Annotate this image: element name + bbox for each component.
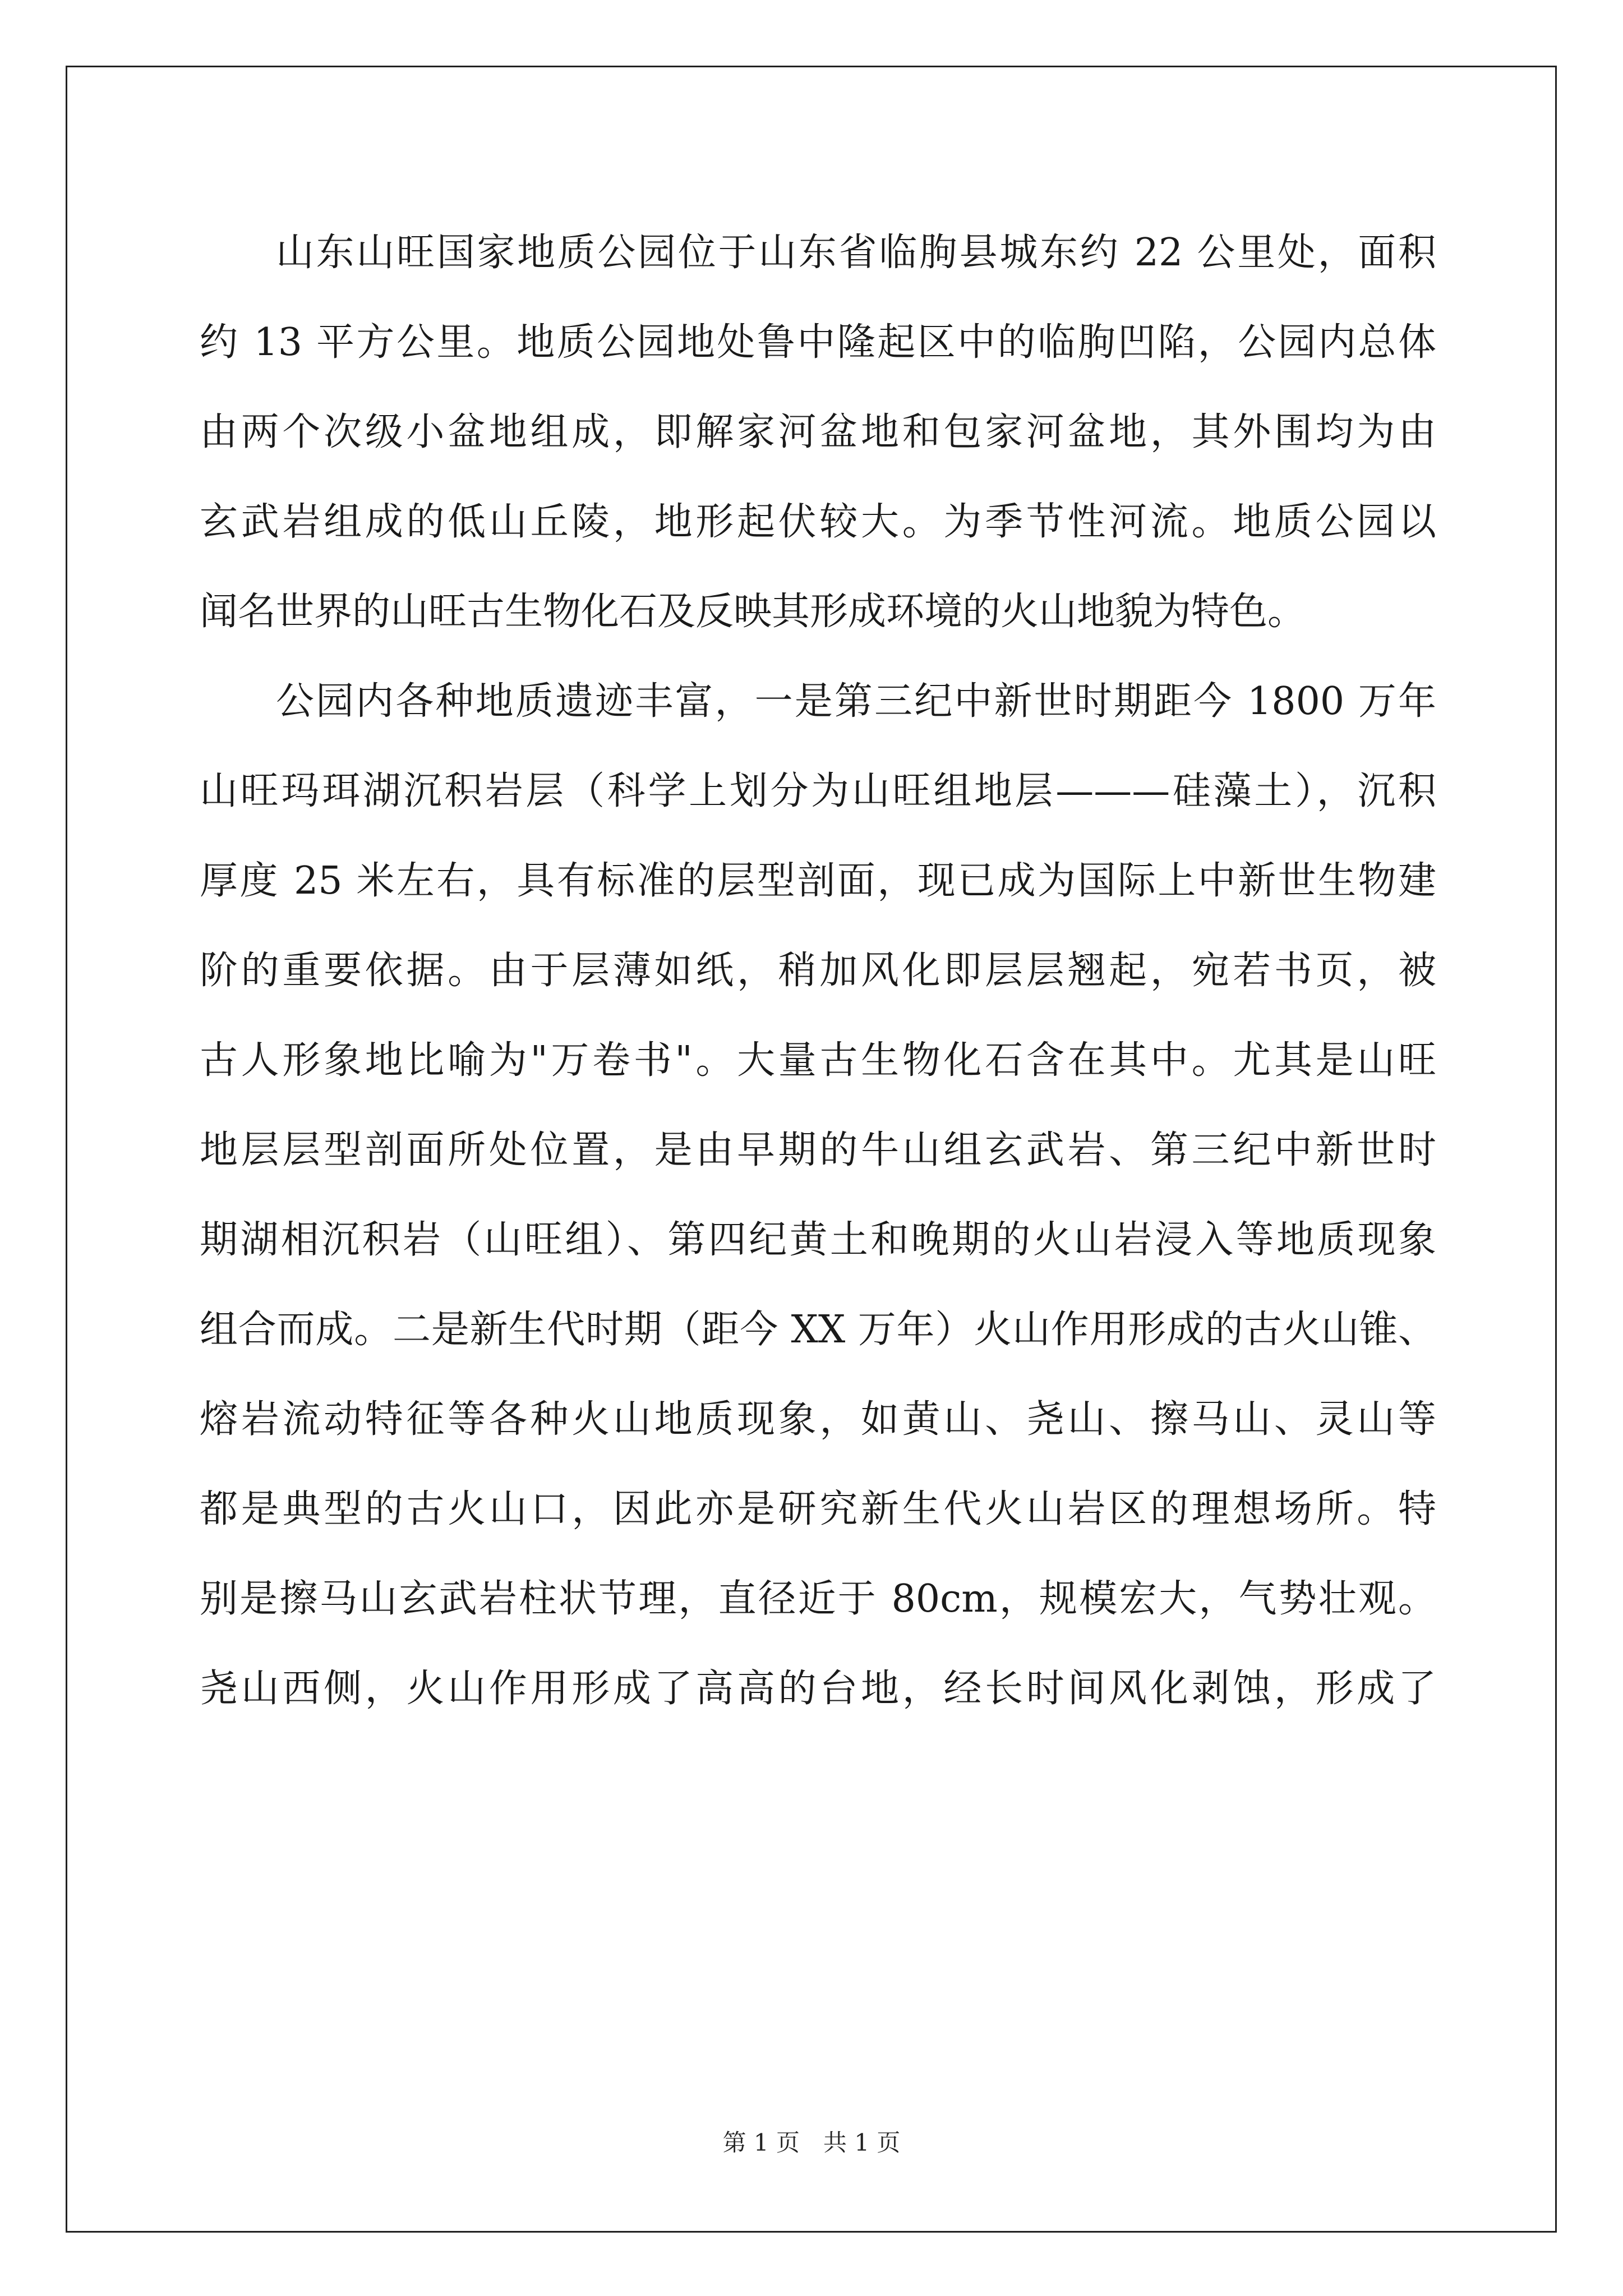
page-footer [0,2126,1623,2160]
paragraph-1-line-5: 闻名世界的山旺古生物化石及反映其形成环境的火山地貌为特色。 [200,590,1306,634]
paragraph-2-line-8: 组合而成。二是新生代时期（距今 XX 万年）火山作用形成的古火山锥、 [200,1308,1436,1352]
paragraph-1-line-2: 约 13 平方公里。地质公园地处鲁中隆起区中的临朐凹陷，公园内总体 [200,320,1436,365]
paragraph-2-line-12: 尧山西侧，火山作用形成了高高的台地，经长时间风化剥蚀，形成了 [200,1667,1436,1711]
paragraph-2-line-1: 公园内各种地质遗迹丰富，一是第三纪中新世时期距今 1800 万年 [276,679,1436,724]
paragraph-2-line-2: 山旺玛珥湖沉积岩层（科学上划分为山旺组地层———硅藻土），沉积 [200,769,1436,813]
paragraph-1-line-1: 山东山旺国家地质公园位于山东省临朐县城东约 22 公里处，面积 [276,231,1436,275]
paragraph-1-line-3: 由两个次级小盆地组成，即解家河盆地和包家河盆地，其外围均为由 [200,410,1436,454]
paragraph-2-line-10: 都是典型的古火山口，因此亦是研究新生代火山岩区的理想场所。特 [200,1487,1436,1531]
paragraph-2-line-6: 地层层型剖面所处位置，是由早期的牛山组玄武岩、第三纪中新世时 [200,1128,1436,1172]
document-body [200,208,1436,1734]
paragraph-1-line-4: 玄武岩组成的低山丘陵，地形起伏较大。为季节性河流。地质公园以 [200,500,1436,544]
paragraph-2-line-11: 别是擦马山玄武岩柱状节理，直径近于 80cm，规模宏大，气势壮观。 [200,1577,1436,1621]
page-total: 共 1 页 [823,2129,901,2156]
page-number: 第 1 页 [722,2129,800,2156]
paragraph-2-line-5: 古人形象地比喻为"万卷书"。大量古生物化石含在其中。尤其是山旺 [200,1038,1436,1083]
paragraph-2-line-3: 厚度 25 米左右，具有标准的层型剖面，现已成为国际上中新世生物建 [200,859,1436,903]
paragraph-2-line-7: 期湖相沉积岩（山旺组）、第四纪黄土和晚期的火山岩浸入等地质现象 [200,1218,1436,1262]
paragraph-2-line-9: 熔岩流动特征等各种火山地质现象，如黄山、尧山、擦马山、灵山等 [200,1397,1436,1442]
paragraph-2-line-4: 阶的重要依据。由于层薄如纸，稍加风化即层层翘起，宛若书页，被 [200,949,1436,993]
